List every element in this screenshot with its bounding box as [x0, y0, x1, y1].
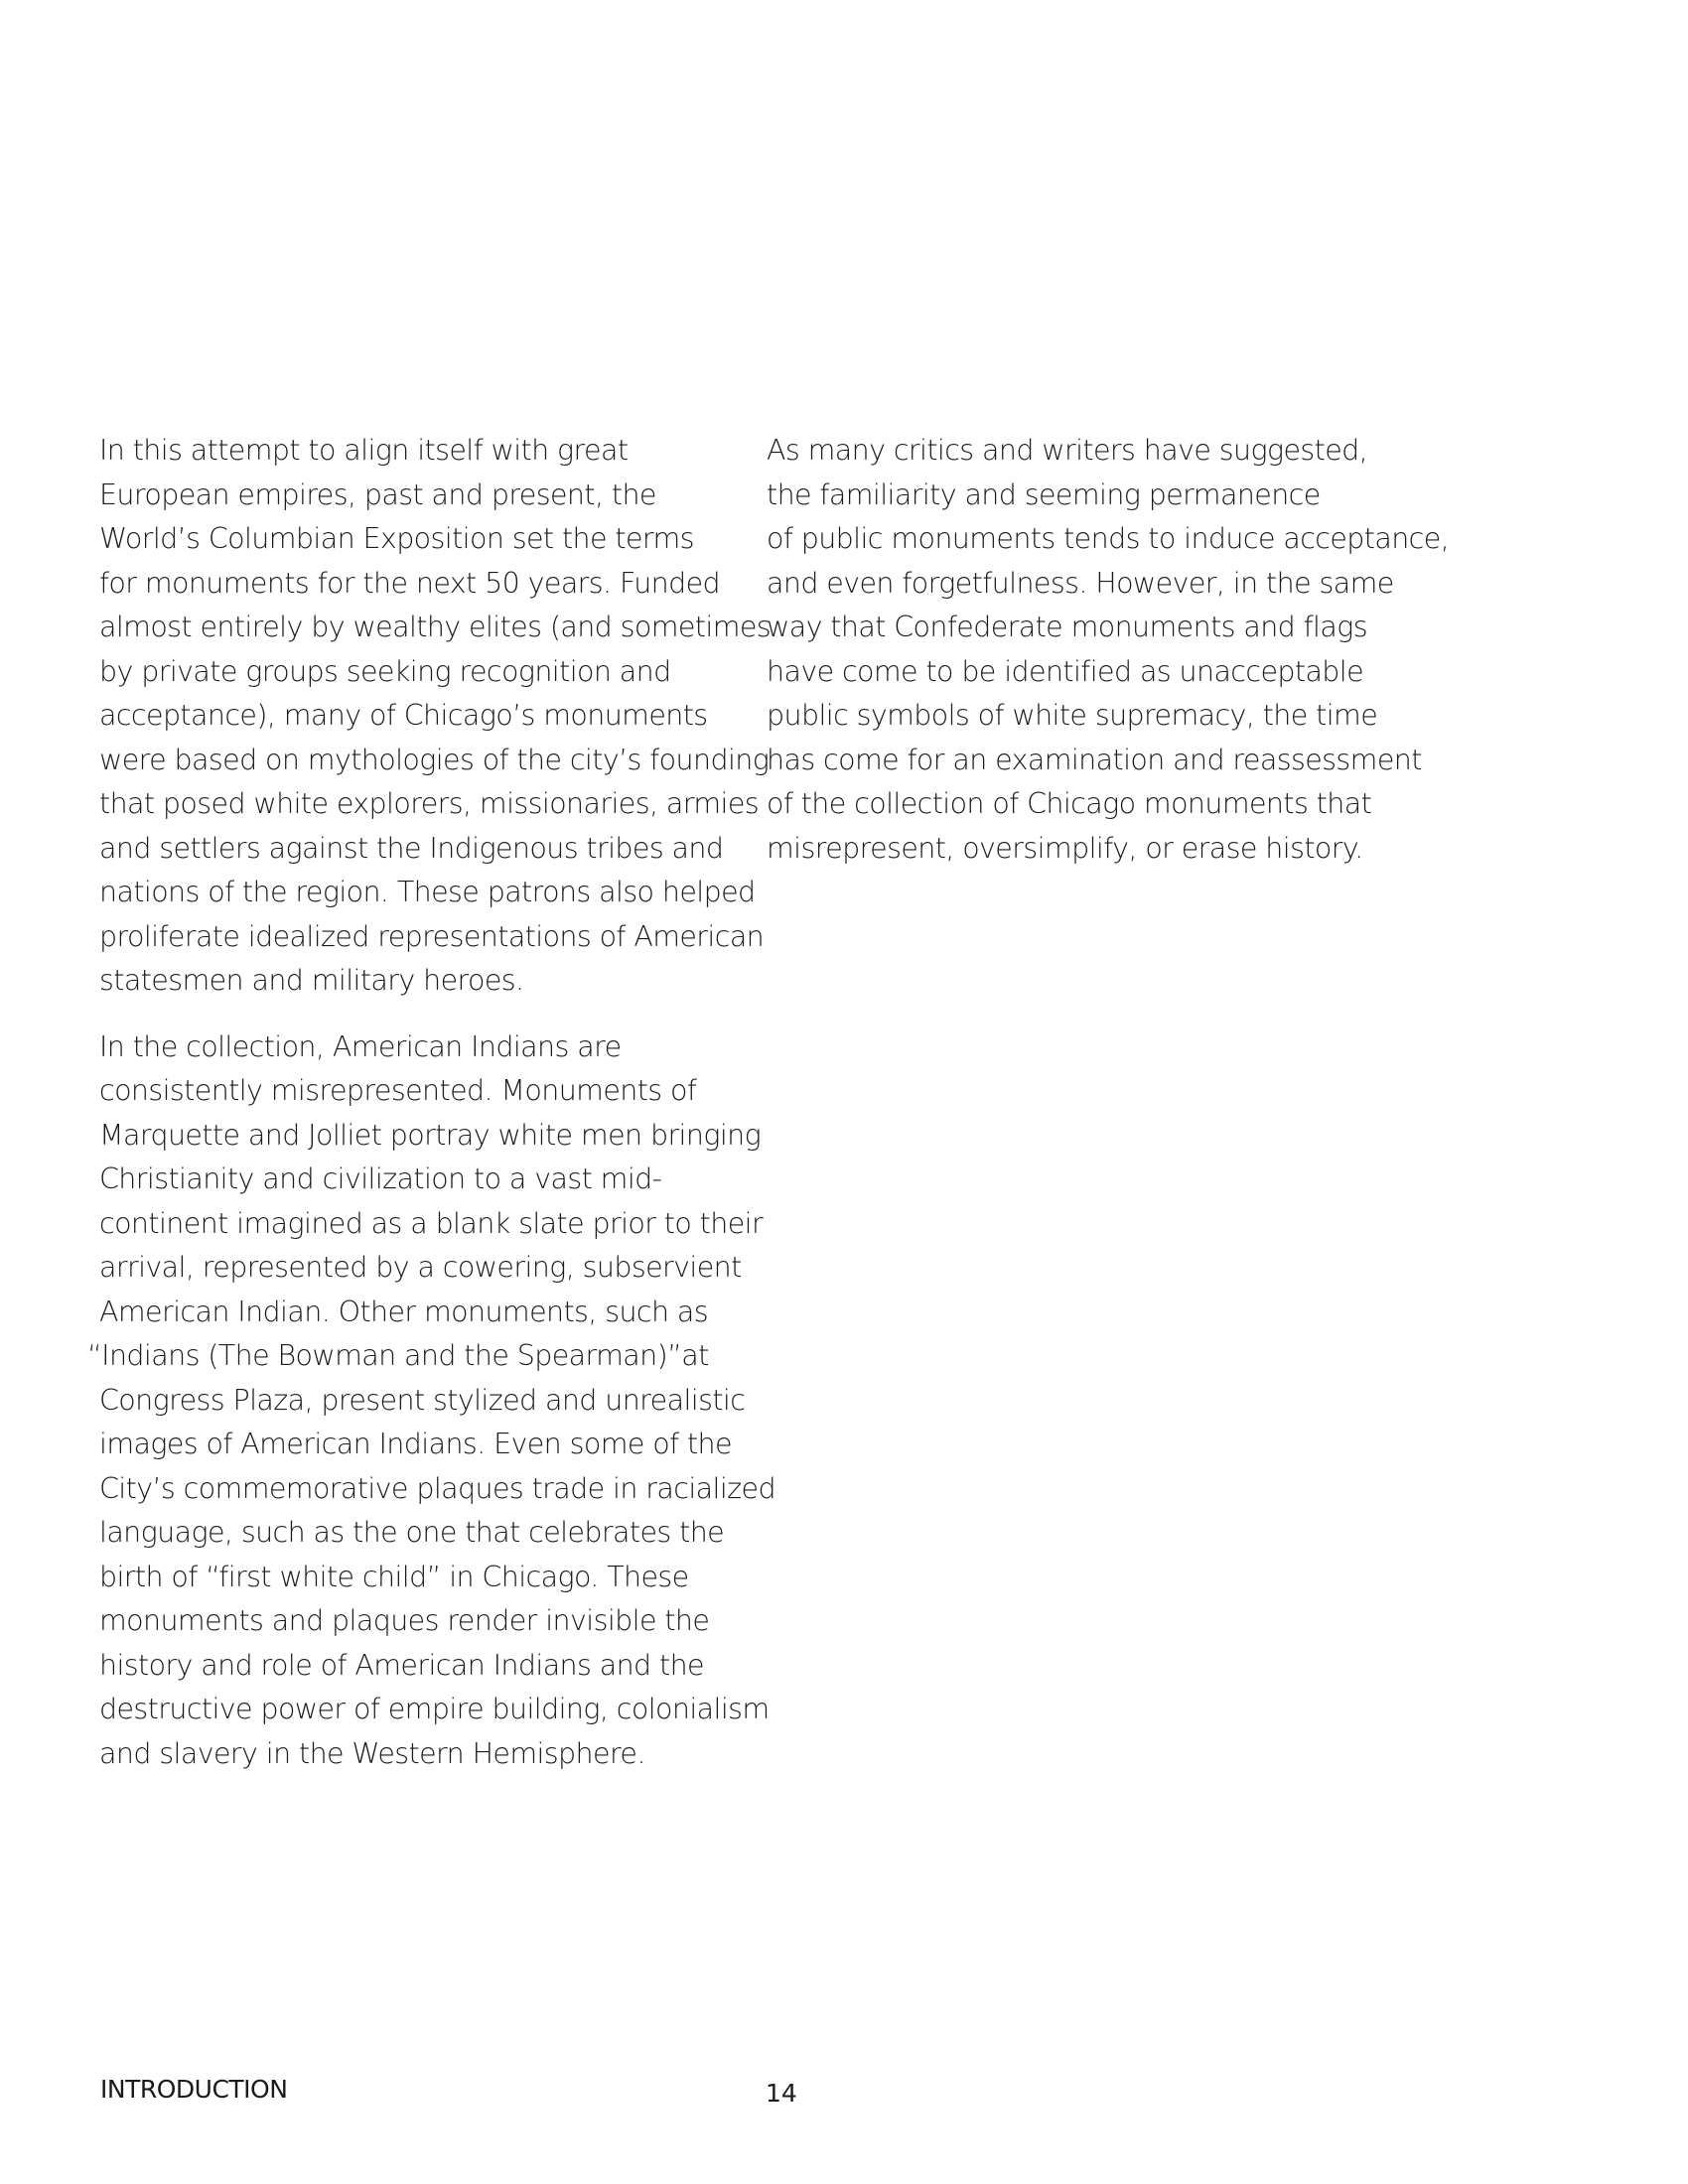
text-line: American Indian. Other monuments, such as — [99, 1295, 709, 1328]
text-line: In this attempt to align itself with great — [99, 434, 629, 467]
text-line: and even forgetfulness. However, in the same — [767, 566, 1394, 600]
text-line: way that Confederate monuments and flags — [767, 611, 1367, 643]
text-line: history and role of American Indians and the — [99, 1648, 704, 1682]
text-line: In the collection, American Indians are — [99, 1029, 622, 1063]
paragraph-critics — [767, 429, 1462, 871]
text-line: have come to be identified as unacceptable — [767, 654, 1364, 688]
text-line: misrepresent, oversimplify, or erase history. — [767, 831, 1363, 865]
text-line: World’s Columbian Exposition set the terms — [99, 522, 694, 555]
left-column — [87, 429, 775, 1776]
text-line: consistently misrepresented. Monuments of — [99, 1074, 697, 1107]
text-line: monuments and plaques render invisible the — [99, 1604, 710, 1637]
text-line: and settlers against the Indigenous tribes and — [99, 831, 724, 865]
page-number: 14 — [766, 2079, 797, 2108]
text-line: of public monuments tends to induce acceptance, — [767, 522, 1450, 555]
text-line: of the collection of Chicago monuments that — [767, 787, 1372, 820]
text-line: the familiarity and seeming permanence — [767, 478, 1321, 511]
text-line: images of American Indians. Even some of the — [99, 1428, 732, 1460]
text-line: destructive power of empire building, colonialism — [99, 1693, 770, 1725]
text-line: City’s commemorative plaques trade in racialized — [99, 1471, 775, 1505]
text-line: birth of “first white child” in Chicago. These — [99, 1560, 689, 1593]
text-line: “Indians (The Bowman and the Spearman)”at — [87, 1339, 709, 1372]
text-line: European empires, past and present, the — [99, 478, 656, 511]
footer-section-label: INTRODUCTION — [100, 2075, 288, 2104]
text-line: proliferate idealized representations of American — [99, 919, 765, 953]
text-line: Congress Plaza, present stylized and unrealistic — [99, 1383, 746, 1417]
text-line: language, such as the one that celebrates the — [99, 1516, 725, 1549]
paragraph-exposition — [99, 429, 772, 1004]
text-line: arrival, represented by a cowering, subservient — [99, 1251, 742, 1284]
text-line: Marquette and Jolliet portray white men bringing — [99, 1118, 762, 1152]
text-line: were based on mythologies of the city’s founding — [99, 743, 770, 776]
text-line: As many critics and writers have suggested, — [767, 434, 1368, 467]
text-line: nations of the region. These patrons also helped — [99, 876, 756, 908]
text-line: acceptance), many of Chicago’s monuments — [99, 699, 708, 732]
text-line: has come for an examination and reassessment — [767, 743, 1422, 776]
text-line: Christianity and civilization to a vast mid- — [99, 1162, 662, 1195]
text-line: statesmen and military heroes. — [99, 964, 524, 997]
text-line: by private groups seeking recognition and — [99, 654, 671, 688]
text-line: that posed white explorers, missionaries, armies — [99, 787, 760, 820]
text-line: almost entirely by wealthy elites (and sometimes — [99, 611, 772, 643]
text-line: public symbols of white supremacy, the time — [767, 699, 1378, 732]
paragraph-american-indians — [87, 1025, 775, 1777]
right-column — [767, 429, 1462, 871]
text-line: for monuments for the next 50 years. Funded — [99, 566, 721, 600]
text-line: and slavery in the Western Hemisphere. — [99, 1736, 645, 1770]
paragraph-spacer — [99, 1004, 735, 1025]
text-line: continent imagined as a blank slate prior to their — [99, 1206, 764, 1240]
